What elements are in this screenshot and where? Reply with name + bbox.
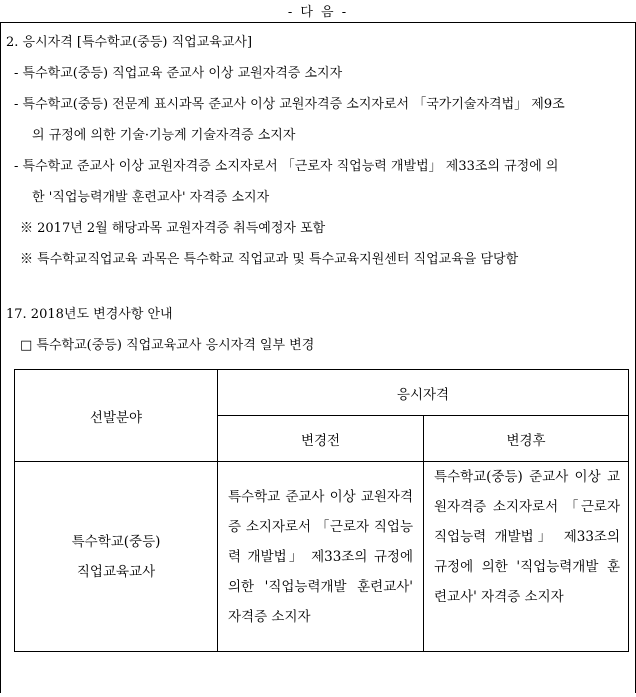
- header-field: 선발분야: [15, 370, 218, 462]
- qualification-item-3-cont: 한 '직업능력개발 훈련교사' 자격증 소지자: [32, 190, 270, 205]
- note-1: ※ 2017년 2월 해당과목 교원자격증 취득예정자 포함: [20, 221, 326, 236]
- field-cell: [15, 462, 218, 652]
- section2-title: 2. 응시자격 [특수학교(중등) 직업교육교사]: [6, 35, 253, 50]
- qualification-item-1: - 특수학교(중등) 직업교육 준교사 이상 교원자격증 소지자: [14, 66, 343, 81]
- field-line-2: 직업교육교사: [76, 563, 156, 580]
- after-text: 특수학교(중등) 준교사 이상 교원자격증 소지자로서 「근로자 직업능력 개발법」 제33조의 규정에 의한 '직업능력개발 훈련교사' 자격증 소지자: [434, 469, 621, 605]
- before-text: 특수학교 준교사 이상 교원자격증 소지자로서 「근로자 직업능력 개발법」 제33조의 규정에 의한 '직업능력개발 훈련교사' 자격증 소지자: [228, 488, 413, 625]
- section17-title: 17. 2018년도 변경사항 안내: [6, 307, 173, 322]
- qualification-change-table: [14, 369, 629, 652]
- qualification-item-2-cont: 의 규정에 의한 기술·기능계 기술자격증 소지자: [32, 128, 296, 143]
- header-before: 변경전: [218, 416, 424, 462]
- header-qualification: 응시자격: [218, 370, 629, 416]
- qualification-item-2: - 특수학교(중등) 전문계 표시과목 준교사 이상 교원자격증 소지자로서 「국가기술자격법」 제9조: [14, 97, 565, 112]
- before-cell: [218, 462, 424, 652]
- header-after: 변경후: [424, 416, 629, 462]
- after-cell: [424, 462, 629, 652]
- section17-subtitle: □ 특수학교(중등) 직업교육교사 응시자격 일부 변경: [20, 338, 315, 353]
- note-2: ※ 특수학교직업교육 과목은 특수학교 직업교과 및 특수교육지원센터 직업교육을 담당함: [20, 252, 519, 267]
- notice-heading: - 다 음 -: [287, 5, 349, 20]
- qualification-item-3: - 특수학교 준교사 이상 교원자격증 소지자로서 「근로자 직업능력 개발법」 제33조의 규정에 의: [14, 159, 559, 174]
- field-line-1: 특수학교(중등): [71, 533, 161, 550]
